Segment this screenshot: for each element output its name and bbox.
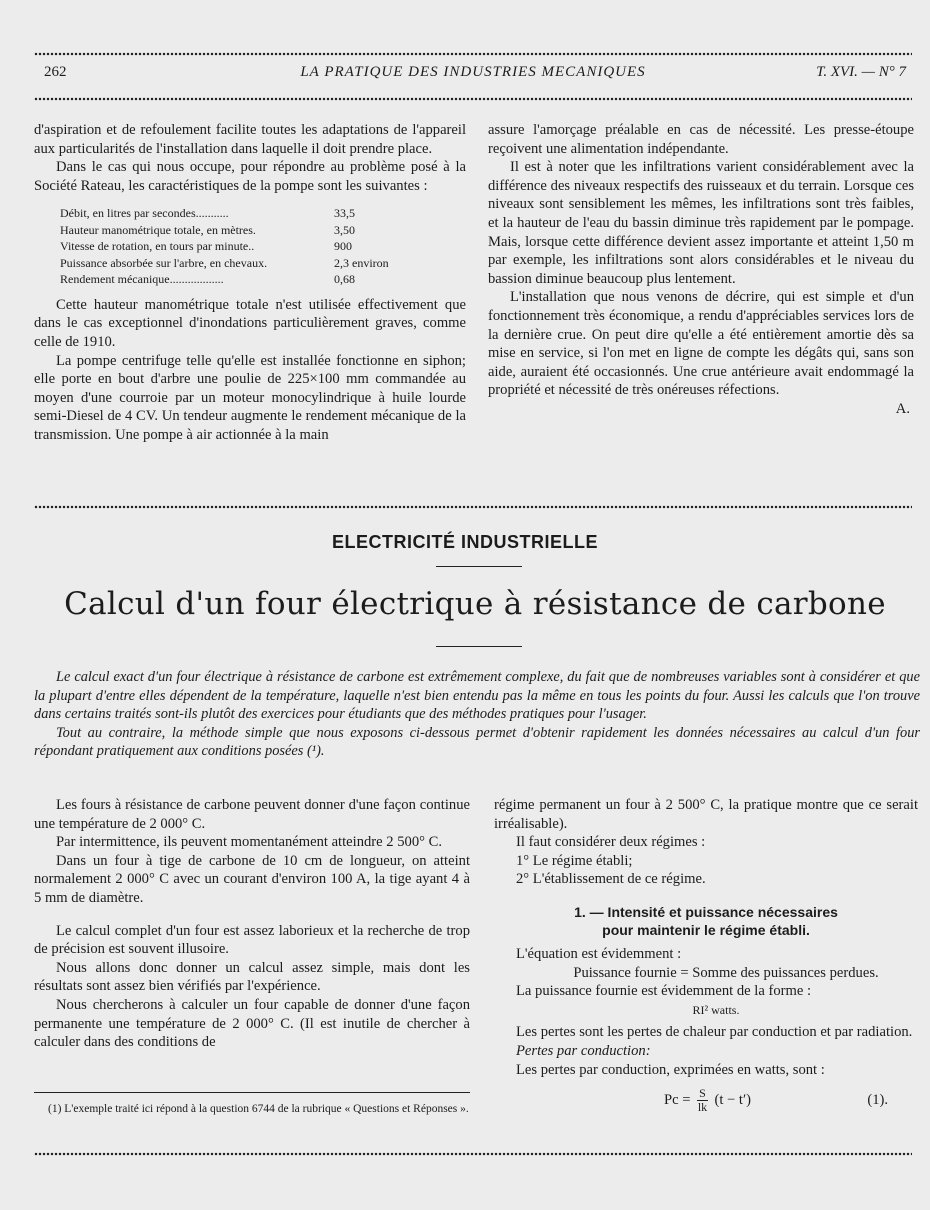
formula-fraction (697, 1087, 708, 1114)
subsection-heading-line: pour maintenir le régime établi. (602, 921, 810, 938)
footnote (34, 1102, 472, 1117)
spec-value: 3,50 (334, 222, 355, 237)
spec-row (60, 271, 466, 288)
article-right-column (494, 796, 918, 1114)
spec-row (60, 238, 466, 255)
title-rule (436, 646, 522, 647)
spec-value: 33,5 (334, 206, 355, 221)
paragraph: L'installation que nous venons de décrire, qui est simple et d'un fonctionnement très économique, a rendu d'appréciables services lors de la dernière crue. On peut dire qu'elle a été entièrement amortie dès sa mise en service, si l'on met en ligne de compte les dégâts qui, sans son aide, auraient été occasionnés. Une crue antérieure avait endommagé la propriété et nécessité de très onéreuses réfections. (488, 289, 914, 399)
paragraph: Par intermittence, ils peuvent momentanément atteindre 2 500° C. (56, 834, 442, 851)
formula-number: (1). (867, 1092, 888, 1109)
spec-value: 2,3 environ (334, 255, 389, 270)
spec-row (60, 255, 466, 272)
top-dotted-rule (34, 52, 912, 56)
paragraph: La puissance fournie est évidemment de la forme : (516, 983, 812, 1000)
paragraph: régime permanent un four à 2 500° C, la pratique montre que ce serait irréalisable). (494, 797, 918, 832)
section-heading: ELECTRICITÉ INDUSTRIELLE (331, 532, 598, 552)
article-abstract (34, 668, 920, 761)
paragraph: Nous allons donc donner un calcul assez simple, mais dont les résultats sont assez bien vérifiés par l'expérience. (34, 959, 470, 995)
formula-rhs: (t − t′) (714, 1091, 752, 1108)
paragraph: Les pertes sont les pertes de chaleur par conduction et par radiation. (516, 1024, 913, 1041)
paragraph: Il est à noter que les infiltrations varient considérablement avec la différence des niveaux respectifs des ruisseaux et du terrain. Lorsque ces niveaux sont sensiblement les mêmes, les infiltrations sont très faibles, et la hauteur de l'eau du bassin diminue très rapidement par le pompage. Mais, lorsque cette différence devient assez importante et atteint 1,50 m par exemple, les infiltrations sont alors considérables et le niveau du bassion diminue beaucoup plus lentement. (488, 159, 914, 287)
paragraph: Il faut considérer deux régimes : (516, 834, 706, 851)
paragraph: La pompe centrifuge telle qu'elle est installée fonctionne en siphon; elle porte en bout d'arbre une poulie de 225×100 mm commandée au moyen d'une courroie par un moteur monocylindrique à huile lourde semi-Diesel de 4 CV. Un tendeur augmente le rendement mécanique de la transmission. Une pompe à air actionnée à la main (34, 352, 466, 444)
paragraph: assure l'amorçage préalable en cas de nécessité. Les presse-étoupe reçoivent une alimentation indépendante. (488, 122, 914, 157)
paragraph: Dans le cas qui nous occupe, pour répondre au problème posé à la Société Rateau, les caractéristiques de la pompe sont les suivantes : (34, 159, 466, 194)
formula-ri2: RI² watts. (692, 1002, 740, 1017)
formula-expression (664, 1087, 751, 1114)
subsection-heading-line: 1. — Intensité et puissance nécessaires (574, 903, 838, 920)
paragraph: Le calcul complet d'un four est assez laborieux et la recherche de trop de précision est souvent illusoire. (34, 922, 470, 958)
bottom-dotted-rule (34, 1152, 912, 1156)
formula-denominator: lk (697, 1100, 708, 1115)
list-item: 1° Le régime établi; (516, 852, 633, 869)
author-signature: A. (895, 400, 910, 417)
page-number: 262 (44, 64, 67, 80)
volume-number: T. XVI. — N° 7 (816, 64, 906, 80)
paragraph: Nous chercherons à calculer un four capable de donner d'une façon permanente une température de 2 000° C. (Il est inutile de chercher à calculer dans des conditions de (34, 996, 470, 1051)
paragraph: Cette hauteur manométrique totale n'est utilisée effectivement que dans le cas exceptionnel d'inondations particulièrement graves, comme celle de 1910. (34, 296, 466, 351)
pump-specifications (60, 205, 466, 288)
equation: Puissance fournie = Somme des puissances perdues. (573, 964, 879, 981)
previous-article-right-column (488, 121, 914, 419)
spec-row (60, 222, 466, 239)
spec-row (60, 205, 466, 222)
subsection-heading (494, 903, 918, 939)
paragraph: Les fours à résistance de carbone peuvent donner d'une façon continue une température de 2 000° C. (34, 797, 470, 832)
spec-label: Débit, en litres par secondes........... (60, 206, 229, 221)
running-header (34, 64, 912, 86)
spec-label: Hauteur manométrique totale, en mètres. (60, 222, 256, 237)
conduction-heading: Pertes par conduction: (516, 1042, 651, 1059)
spec-label: Vitesse de rotation, en tours par minute.. (60, 239, 255, 254)
article-left-column (34, 796, 470, 1052)
formula-lhs: Pc = (664, 1091, 691, 1108)
section-rule (436, 566, 522, 567)
abstract-paragraph: Tout au contraire, la méthode simple que nous exposons ci-dessous permet d'obtenir rapidement les données nécessaires au calcul d'un four répondant pratiquement aux conditions posées (¹). (34, 724, 920, 760)
abstract-paragraph: Le calcul exact d'un four électrique à résistance de carbone est extrêmement complexe, du fait que de nombreuses variables sont à considérer et que la plupart d'entre elles dépendent de la température, laquelle n'est bien entendu pas la même en tous les points du four. Aussi les calculs que l'on trouve dans certains traités sont-ils plutôt des exercices pour étudiants que des méthodes pratiques pour l'usager. (34, 669, 920, 723)
article-separator-rule (34, 505, 912, 509)
footnote-text: (1) L'exemple traité ici répond à la question 6744 de la rubrique « Questions et Réponses ». (48, 1103, 469, 1115)
spec-label: Rendement mécanique.................. (60, 272, 224, 287)
spec-value: 0,68 (334, 272, 355, 287)
previous-article-left-column (34, 121, 466, 445)
article-title: Calcul d'un four électrique à résistance de carbone (64, 586, 886, 622)
paragraph: L'équation est évidemment : (516, 945, 682, 962)
spec-label: Puissance absorbée sur l'arbre, en chevaux. (60, 255, 268, 270)
spec-value: 900 (334, 239, 352, 254)
formula-numerator: S (699, 1086, 706, 1101)
header-dotted-rule (34, 97, 912, 101)
paragraph: d'aspiration et de refoulement facilite toutes les adaptations de l'appareil aux particularités de l'installation dans laquelle il doit prendre place. (34, 122, 466, 157)
footnote-rule (34, 1092, 470, 1093)
journal-title: LA PRATIQUE DES INDUSTRIES MECANIQUES (300, 64, 646, 80)
paragraph: Dans un four à tige de carbone de 10 cm de longueur, on atteint normalement 2 000° C avec un courant d'environ 100 A, la tige ayant 4 à 5 mm de diamètre. (34, 852, 470, 906)
list-item: 2° L'établissement de ce régime. (516, 871, 706, 888)
paragraph: Les pertes par conduction, exprimées en watts, sont : (516, 1061, 825, 1078)
conduction-formula (494, 1087, 918, 1114)
